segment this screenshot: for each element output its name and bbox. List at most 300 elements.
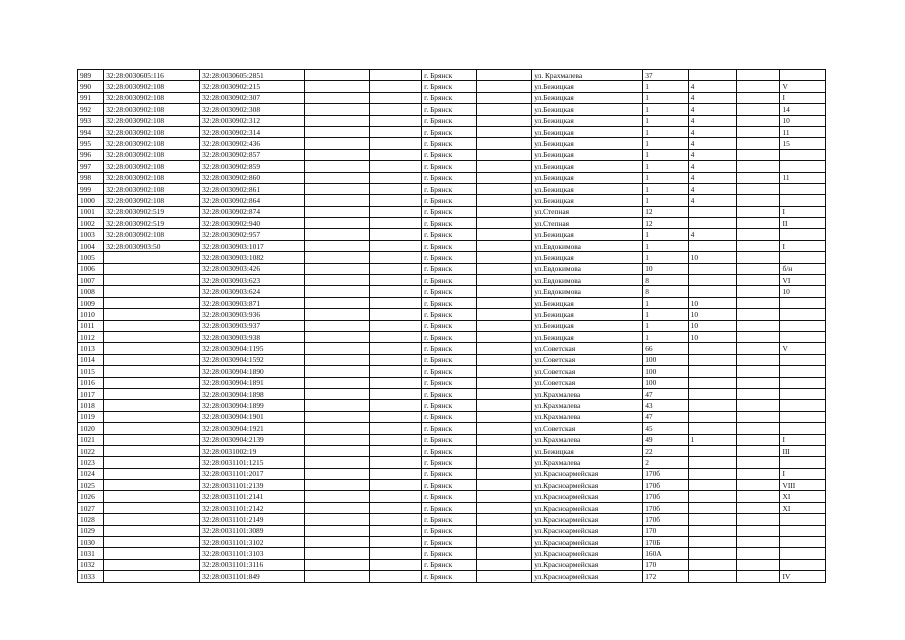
empty-cell xyxy=(476,263,532,274)
row-number-cell: 1012 xyxy=(78,331,104,342)
empty-cell xyxy=(305,149,370,160)
object-cadastral-number-cell: 32:28:0030902:957 xyxy=(200,229,305,240)
house-number-cell: 37 xyxy=(643,70,688,81)
object-cadastral-number-cell: 32:28:0031101:2017 xyxy=(200,468,305,479)
quarter-cadastral-number-cell: 32:28:0030903:50 xyxy=(104,240,200,251)
street-cell: ул.Красноармейская xyxy=(532,468,643,479)
empty-cell xyxy=(369,502,421,513)
empty-cell xyxy=(369,423,421,434)
empty-cell xyxy=(305,491,370,502)
empty-cell xyxy=(476,525,532,536)
empty-cell xyxy=(737,388,780,399)
table-row xyxy=(78,126,826,137)
empty-cell xyxy=(369,354,421,365)
quarter-cadastral-number-cell xyxy=(104,411,200,422)
house-number-cell: 1 xyxy=(643,195,688,206)
quarter-cadastral-number-cell xyxy=(104,491,200,502)
quarter-cadastral-number-cell: 32:28:0030902:108 xyxy=(104,161,200,172)
table-row xyxy=(78,70,826,81)
empty-cell xyxy=(737,104,780,115)
street-cell: ул.Бежицкая xyxy=(532,161,643,172)
empty-cell xyxy=(369,183,421,194)
building-number-cell: 1 xyxy=(688,434,736,445)
table-row xyxy=(78,115,826,126)
empty-cell xyxy=(737,423,780,434)
object-cadastral-number-cell: 32:28:0031101:849 xyxy=(200,571,305,582)
empty-cell xyxy=(737,172,780,183)
room-number-cell: 11 xyxy=(780,172,826,183)
room-number-cell: IV xyxy=(780,571,826,582)
empty-cell xyxy=(476,172,532,183)
table-row xyxy=(78,252,826,263)
row-number-cell: 1010 xyxy=(78,309,104,320)
empty-cell xyxy=(369,275,421,286)
empty-cell xyxy=(369,388,421,399)
empty-cell xyxy=(737,537,780,548)
house-number-cell: 1 xyxy=(643,240,688,251)
city-cell: г. Брянск xyxy=(422,252,477,263)
street-cell: ул.Степная xyxy=(532,206,643,217)
empty-cell xyxy=(737,240,780,251)
empty-cell xyxy=(369,491,421,502)
object-cadastral-number-cell: 32:28:0030904:1891 xyxy=(200,377,305,388)
empty-cell xyxy=(476,400,532,411)
quarter-cadastral-number-cell xyxy=(104,445,200,456)
row-number-cell: 1029 xyxy=(78,525,104,536)
quarter-cadastral-number-cell xyxy=(104,309,200,320)
row-number-cell: 1020 xyxy=(78,423,104,434)
building-number-cell xyxy=(688,400,736,411)
empty-cell xyxy=(305,502,370,513)
row-number-cell: 1008 xyxy=(78,286,104,297)
row-number-cell: 1030 xyxy=(78,537,104,548)
empty-cell xyxy=(737,229,780,240)
empty-cell xyxy=(305,377,370,388)
table-row xyxy=(78,172,826,183)
row-number-cell: 1007 xyxy=(78,275,104,286)
street-cell: ул.Советская xyxy=(532,377,643,388)
object-cadastral-number-cell: 32:28:0030902:940 xyxy=(200,218,305,229)
building-number-cell xyxy=(688,457,736,468)
table-row xyxy=(78,149,826,160)
street-cell: ул.Красноармейская xyxy=(532,480,643,491)
object-cadastral-number-cell: 32:28:0031101:3103 xyxy=(200,548,305,559)
empty-cell xyxy=(737,457,780,468)
empty-cell xyxy=(737,81,780,92)
row-number-cell: 999 xyxy=(78,183,104,194)
city-cell: г. Брянск xyxy=(422,183,477,194)
empty-cell xyxy=(476,571,532,582)
empty-cell xyxy=(369,457,421,468)
empty-cell xyxy=(476,388,532,399)
object-cadastral-number-cell: 32:28:0031101:2149 xyxy=(200,514,305,525)
empty-cell xyxy=(476,480,532,491)
object-cadastral-number-cell: 32:28:0030903:937 xyxy=(200,320,305,331)
empty-cell xyxy=(737,514,780,525)
quarter-cadastral-number-cell: 32:28:0030902:108 xyxy=(104,92,200,103)
street-cell: ул.Бежицкая xyxy=(532,331,643,342)
building-number-cell: 4 xyxy=(688,172,736,183)
empty-cell xyxy=(476,320,532,331)
row-number-cell: 991 xyxy=(78,92,104,103)
room-number-cell xyxy=(780,548,826,559)
row-number-cell: 1021 xyxy=(78,434,104,445)
house-number-cell: 10 xyxy=(643,263,688,274)
table-row xyxy=(78,491,826,502)
quarter-cadastral-number-cell xyxy=(104,354,200,365)
row-number-cell: 997 xyxy=(78,161,104,172)
building-number-cell: 4 xyxy=(688,115,736,126)
empty-cell xyxy=(305,571,370,582)
city-cell: г. Брянск xyxy=(422,457,477,468)
building-number-cell: 4 xyxy=(688,138,736,149)
quarter-cadastral-number-cell xyxy=(104,457,200,468)
building-number-cell xyxy=(688,423,736,434)
empty-cell xyxy=(369,195,421,206)
quarter-cadastral-number-cell xyxy=(104,423,200,434)
row-number-cell: 1003 xyxy=(78,229,104,240)
row-number-cell: 1013 xyxy=(78,343,104,354)
empty-cell xyxy=(737,309,780,320)
table-row xyxy=(78,331,826,342)
empty-cell xyxy=(476,240,532,251)
street-cell: ул.Крахмалева xyxy=(532,411,643,422)
city-cell: г. Брянск xyxy=(422,240,477,251)
street-cell: ул.Бежицкая xyxy=(532,81,643,92)
quarter-cadastral-number-cell xyxy=(104,275,200,286)
room-number-cell xyxy=(780,514,826,525)
table-row xyxy=(78,388,826,399)
empty-cell xyxy=(476,434,532,445)
empty-cell xyxy=(305,468,370,479)
empty-cell xyxy=(369,366,421,377)
object-cadastral-number-cell: 32:28:0030902:874 xyxy=(200,206,305,217)
city-cell: г. Брянск xyxy=(422,263,477,274)
quarter-cadastral-number-cell xyxy=(104,320,200,331)
object-cadastral-number-cell: 32:28:0030904:1890 xyxy=(200,366,305,377)
room-number-cell xyxy=(780,377,826,388)
city-cell: г. Брянск xyxy=(422,571,477,582)
house-number-cell: 1 xyxy=(643,104,688,115)
room-number-cell xyxy=(780,252,826,263)
object-cadastral-number-cell: 32:28:0030605:2851 xyxy=(200,70,305,81)
house-number-cell: 1 xyxy=(643,161,688,172)
empty-cell xyxy=(305,354,370,365)
house-number-cell: 45 xyxy=(643,423,688,434)
empty-cell xyxy=(305,537,370,548)
empty-cell xyxy=(737,275,780,286)
city-cell: г. Брянск xyxy=(422,172,477,183)
street-cell: ул.Евдокимова xyxy=(532,263,643,274)
building-number-cell xyxy=(688,388,736,399)
object-cadastral-number-cell: 32:28:0031101:3089 xyxy=(200,525,305,536)
table-row xyxy=(78,138,826,149)
table-row xyxy=(78,161,826,172)
empty-cell xyxy=(305,457,370,468)
table-row xyxy=(78,104,826,115)
street-cell: ул. Крахмалева xyxy=(532,70,643,81)
object-cadastral-number-cell: 32:28:0030903:936 xyxy=(200,309,305,320)
object-cadastral-number-cell: 32:28:0031101:2139 xyxy=(200,480,305,491)
city-cell: г. Брянск xyxy=(422,502,477,513)
building-number-cell xyxy=(688,263,736,274)
row-number-cell: 996 xyxy=(78,149,104,160)
quarter-cadastral-number-cell xyxy=(104,559,200,570)
object-cadastral-number-cell: 32:28:0030902:861 xyxy=(200,183,305,194)
room-number-cell: I xyxy=(780,206,826,217)
empty-cell xyxy=(737,411,780,422)
object-cadastral-number-cell: 32:28:0030902:859 xyxy=(200,161,305,172)
street-cell: ул.Степная xyxy=(532,218,643,229)
object-cadastral-number-cell: 32:28:0030904:1899 xyxy=(200,400,305,411)
street-cell: ул.Бежицкая xyxy=(532,445,643,456)
object-cadastral-number-cell: 32:28:0030902:215 xyxy=(200,81,305,92)
city-cell: г. Брянск xyxy=(422,548,477,559)
empty-cell xyxy=(737,70,780,81)
table-row xyxy=(78,263,826,274)
empty-cell xyxy=(737,195,780,206)
table-row xyxy=(78,206,826,217)
room-number-cell xyxy=(780,331,826,342)
house-number-cell: 47 xyxy=(643,411,688,422)
quarter-cadastral-number-cell xyxy=(104,388,200,399)
row-number-cell: 1026 xyxy=(78,491,104,502)
house-number-cell: 43 xyxy=(643,400,688,411)
room-number-cell xyxy=(780,411,826,422)
street-cell: ул.Красноармейская xyxy=(532,559,643,570)
room-number-cell xyxy=(780,366,826,377)
empty-cell xyxy=(476,423,532,434)
empty-cell xyxy=(369,320,421,331)
empty-cell xyxy=(737,525,780,536)
quarter-cadastral-number-cell xyxy=(104,286,200,297)
house-number-cell: 1 xyxy=(643,229,688,240)
room-number-cell: VI xyxy=(780,275,826,286)
empty-cell xyxy=(305,548,370,559)
row-number-cell: 1031 xyxy=(78,548,104,559)
table-row xyxy=(78,548,826,559)
building-number-cell xyxy=(688,343,736,354)
city-cell: г. Брянск xyxy=(422,514,477,525)
building-number-cell: 10 xyxy=(688,297,736,308)
empty-cell xyxy=(369,70,421,81)
table-row xyxy=(78,571,826,582)
row-number-cell: 1027 xyxy=(78,502,104,513)
row-number-cell: 994 xyxy=(78,126,104,137)
empty-cell xyxy=(305,161,370,172)
empty-cell xyxy=(737,149,780,160)
table-row xyxy=(78,183,826,194)
room-number-cell: I xyxy=(780,434,826,445)
street-cell: ул.Бежицкая xyxy=(532,252,643,263)
building-number-cell xyxy=(688,502,736,513)
quarter-cadastral-number-cell: 32:28:0030902:108 xyxy=(104,115,200,126)
city-cell: г. Брянск xyxy=(422,161,477,172)
table-row xyxy=(78,502,826,513)
empty-cell xyxy=(305,297,370,308)
empty-cell xyxy=(369,343,421,354)
empty-cell xyxy=(737,548,780,559)
row-number-cell: 992 xyxy=(78,104,104,115)
city-cell: г. Брянск xyxy=(422,218,477,229)
street-cell: ул.Крахмалева xyxy=(532,388,643,399)
house-number-cell: 160А xyxy=(643,548,688,559)
table-row xyxy=(78,434,826,445)
building-number-cell xyxy=(688,491,736,502)
street-cell: ул.Красноармейская xyxy=(532,491,643,502)
building-number-cell xyxy=(688,525,736,536)
room-number-cell xyxy=(780,537,826,548)
street-cell: ул.Красноармейская xyxy=(532,537,643,548)
street-cell: ул.Советская xyxy=(532,423,643,434)
empty-cell xyxy=(305,286,370,297)
empty-cell xyxy=(737,252,780,263)
object-cadastral-number-cell: 32:28:0030904:1921 xyxy=(200,423,305,434)
house-number-cell: 100 xyxy=(643,354,688,365)
room-number-cell xyxy=(780,229,826,240)
row-number-cell: 1033 xyxy=(78,571,104,582)
row-number-cell: 1017 xyxy=(78,388,104,399)
empty-cell xyxy=(737,343,780,354)
empty-cell xyxy=(737,491,780,502)
house-number-cell: 1 xyxy=(643,172,688,183)
house-number-cell: 170б xyxy=(643,480,688,491)
empty-cell xyxy=(476,343,532,354)
city-cell: г. Брянск xyxy=(422,309,477,320)
building-number-cell xyxy=(688,571,736,582)
row-number-cell: 1014 xyxy=(78,354,104,365)
empty-cell xyxy=(369,537,421,548)
house-number-cell: 170б xyxy=(643,514,688,525)
empty-cell xyxy=(476,195,532,206)
city-cell: г. Брянск xyxy=(422,559,477,570)
building-number-cell xyxy=(688,70,736,81)
empty-cell xyxy=(305,343,370,354)
empty-cell xyxy=(737,218,780,229)
object-cadastral-number-cell: 32:28:0030903:1017 xyxy=(200,240,305,251)
empty-cell xyxy=(305,172,370,183)
building-number-cell xyxy=(688,480,736,491)
table-row xyxy=(78,457,826,468)
street-cell: ул.Красноармейская xyxy=(532,514,643,525)
street-cell: ул.Бежицкая xyxy=(532,309,643,320)
quarter-cadastral-number-cell xyxy=(104,480,200,491)
empty-cell xyxy=(476,445,532,456)
building-number-cell: 10 xyxy=(688,309,736,320)
building-number-cell xyxy=(688,206,736,217)
quarter-cadastral-number-cell: 32:28:0030902:519 xyxy=(104,218,200,229)
house-number-cell: 170б xyxy=(643,468,688,479)
row-number-cell: 1006 xyxy=(78,263,104,274)
empty-cell xyxy=(476,366,532,377)
table-row xyxy=(78,195,826,206)
row-number-cell: 1028 xyxy=(78,514,104,525)
empty-cell xyxy=(305,81,370,92)
empty-cell xyxy=(305,320,370,331)
city-cell: г. Брянск xyxy=(422,366,477,377)
table-row xyxy=(78,297,826,308)
row-number-cell: 1023 xyxy=(78,457,104,468)
empty-cell xyxy=(305,445,370,456)
empty-cell xyxy=(369,411,421,422)
house-number-cell: 170 xyxy=(643,559,688,570)
table-row xyxy=(78,445,826,456)
street-cell: ул.Советская xyxy=(532,354,643,365)
row-number-cell: 1005 xyxy=(78,252,104,263)
empty-cell xyxy=(305,229,370,240)
object-cadastral-number-cell: 32:28:0030903:426 xyxy=(200,263,305,274)
building-number-cell: 4 xyxy=(688,149,736,160)
city-cell: г. Брянск xyxy=(422,411,477,422)
quarter-cadastral-number-cell: 32:28:0030902:108 xyxy=(104,81,200,92)
city-cell: г. Брянск xyxy=(422,320,477,331)
empty-cell xyxy=(305,92,370,103)
table-row xyxy=(78,366,826,377)
empty-cell xyxy=(305,138,370,149)
empty-cell xyxy=(737,161,780,172)
object-cadastral-number-cell: 32:28:0030903:1082 xyxy=(200,252,305,263)
street-cell: ул.Красноармейская xyxy=(532,525,643,536)
empty-cell xyxy=(476,229,532,240)
empty-cell xyxy=(476,559,532,570)
house-number-cell: 1 xyxy=(643,252,688,263)
building-number-cell xyxy=(688,514,736,525)
empty-cell xyxy=(476,183,532,194)
empty-cell xyxy=(737,92,780,103)
empty-cell xyxy=(476,104,532,115)
building-number-cell: 10 xyxy=(688,252,736,263)
building-number-cell xyxy=(688,537,736,548)
quarter-cadastral-number-cell: 32:28:0030605:116 xyxy=(104,70,200,81)
row-number-cell: 1025 xyxy=(78,480,104,491)
empty-cell xyxy=(476,149,532,160)
building-number-cell xyxy=(688,468,736,479)
empty-cell xyxy=(369,400,421,411)
house-number-cell: 1 xyxy=(643,126,688,137)
empty-cell xyxy=(476,411,532,422)
empty-cell xyxy=(305,331,370,342)
quarter-cadastral-number-cell xyxy=(104,400,200,411)
house-number-cell: 8 xyxy=(643,286,688,297)
empty-cell xyxy=(737,366,780,377)
city-cell: г. Брянск xyxy=(422,525,477,536)
street-cell: ул.Красноармейская xyxy=(532,548,643,559)
table-row xyxy=(78,377,826,388)
empty-cell xyxy=(476,92,532,103)
city-cell: г. Брянск xyxy=(422,195,477,206)
room-number-cell: 11 xyxy=(780,126,826,137)
quarter-cadastral-number-cell xyxy=(104,537,200,548)
quarter-cadastral-number-cell xyxy=(104,468,200,479)
quarter-cadastral-number-cell: 32:28:0030902:108 xyxy=(104,195,200,206)
row-number-cell: 1019 xyxy=(78,411,104,422)
empty-cell xyxy=(369,218,421,229)
building-number-cell xyxy=(688,411,736,422)
city-cell: г. Брянск xyxy=(422,491,477,502)
house-number-cell: 1 xyxy=(643,297,688,308)
empty-cell xyxy=(369,548,421,559)
street-cell: ул.Бежицкая xyxy=(532,92,643,103)
quarter-cadastral-number-cell: 32:28:0030902:108 xyxy=(104,149,200,160)
empty-cell xyxy=(737,468,780,479)
room-number-cell xyxy=(780,320,826,331)
house-number-cell: 2 xyxy=(643,457,688,468)
empty-cell xyxy=(305,115,370,126)
building-number-cell xyxy=(688,240,736,251)
empty-cell xyxy=(737,115,780,126)
room-number-cell xyxy=(780,525,826,536)
table-row xyxy=(78,81,826,92)
